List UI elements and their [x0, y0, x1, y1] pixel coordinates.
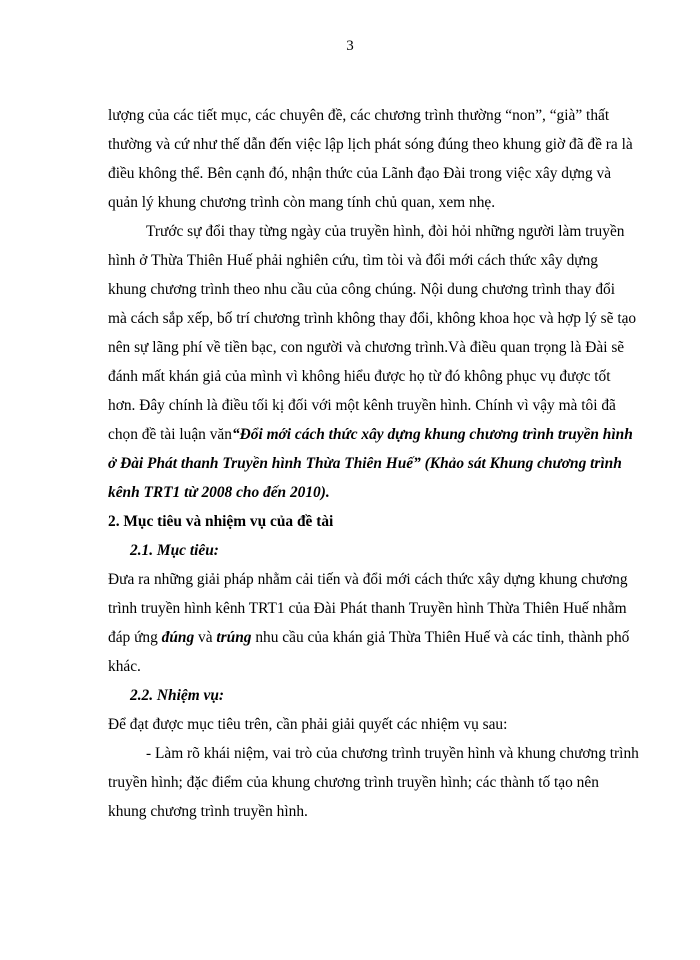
emphasis-trung: trúng: [216, 629, 252, 646]
para1-line4: quản lý khung chương trình còn mang tính chủ quan, xem nhẹ.: [108, 194, 496, 211]
subsection-2-2-heading: 2.2. Nhiệm vụ:: [130, 687, 225, 704]
para2-line4: mà cách sắp xếp, bố trí chương trình không thay đổi, không khoa học và hợp lý sẽ tạo: [108, 310, 637, 327]
para2-line2: hình ở Thừa Thiên Huế phải nghiên cứu, tìm tòi và đổi mới cách thức xây dựng: [108, 252, 598, 269]
para2-line8: [108, 425, 633, 445]
sub21-text-a: đáp ứng: [108, 629, 162, 646]
sub22-item1-line1: - Làm rõ khái niệm, vai trò của chương trình truyền hình và khung chương trình: [146, 745, 639, 762]
sub21-text-c: và: [194, 629, 217, 646]
section-2-heading: 2. Mục tiêu và nhiệm vụ của đề tài: [108, 513, 334, 530]
para2-line3: khung chương trình theo nhu cầu của công chúng. Nội dung chương trình thay đổi: [108, 281, 615, 298]
para2-line1: Trước sự đổi thay từng ngày của truyền hình, đòi hỏi những người làm truyền: [146, 223, 625, 240]
para2-line6: đánh mất khán giả của mình vì không hiểu được họ từ đó không phục vụ được tốt: [108, 368, 611, 385]
thesis-title-part1: “Đổi mới cách thức xây dựng khung chương trình truyền hình: [231, 426, 633, 443]
page-number: 3: [346, 38, 354, 54]
sub21-text-e: nhu cầu của khán giả Thừa Thiên Huế và các tỉnh, thành phố: [251, 629, 630, 646]
para1-line2: thường và cứ như thế dẫn đến việc lập lịch phát sóng đúng theo khung giờ đã đề ra là: [108, 136, 633, 153]
para2-line5: nên sự lãng phí về tiền bạc, con người và chương trình.Và điều quan trọng là Đài sẽ: [108, 339, 625, 356]
sub21-line1: Đưa ra những giải pháp nhằm cải tiến và đổi mới cách thức xây dựng khung chương: [108, 571, 628, 588]
sub22-item1-line2: truyền hình; đặc điểm của khung chương trình truyền hình; các thành tố tạo nên: [108, 774, 599, 791]
thesis-title-part2: ở Đài Phát thanh Truyền hình Thừa Thiên Huế” (Khảo sát Khung chương trình: [108, 455, 622, 472]
thesis-title-part3: kênh TRT1 từ 2008 cho đến 2010).: [108, 484, 330, 501]
sub22-item1-line3: khung chương trình truyền hình.: [108, 803, 308, 820]
subsection-2-1-heading: 2.1. Mục tiêu:: [130, 542, 219, 559]
sub22-intro: Để đạt được mục tiêu trên, cần phải giải quyết các nhiệm vụ sau:: [108, 716, 508, 733]
sub21-line2: trình truyền hình kênh TRT1 của Đài Phát thanh Truyền hình Thừa Thiên Huế nhằm: [108, 600, 627, 617]
para2-line7: hơn. Đây chính là điều tối kị đối với một kênh truyền hình. Chính vì vậy mà tôi đã: [108, 397, 616, 414]
sub21-line3: [108, 628, 630, 648]
sub21-line4: khác.: [108, 658, 141, 675]
para1-line3: điều không thể. Bên cạnh đó, nhận thức của Lãnh đạo Đài trong việc xây dựng và: [108, 165, 612, 182]
thesis-intro-text: chọn đề tài luận văn: [108, 426, 232, 443]
para1-line1: lượng của các tiết mục, các chuyên đề, các chương trình thường “non”, “già” thất: [108, 107, 610, 124]
emphasis-dung: đúng: [161, 629, 195, 646]
